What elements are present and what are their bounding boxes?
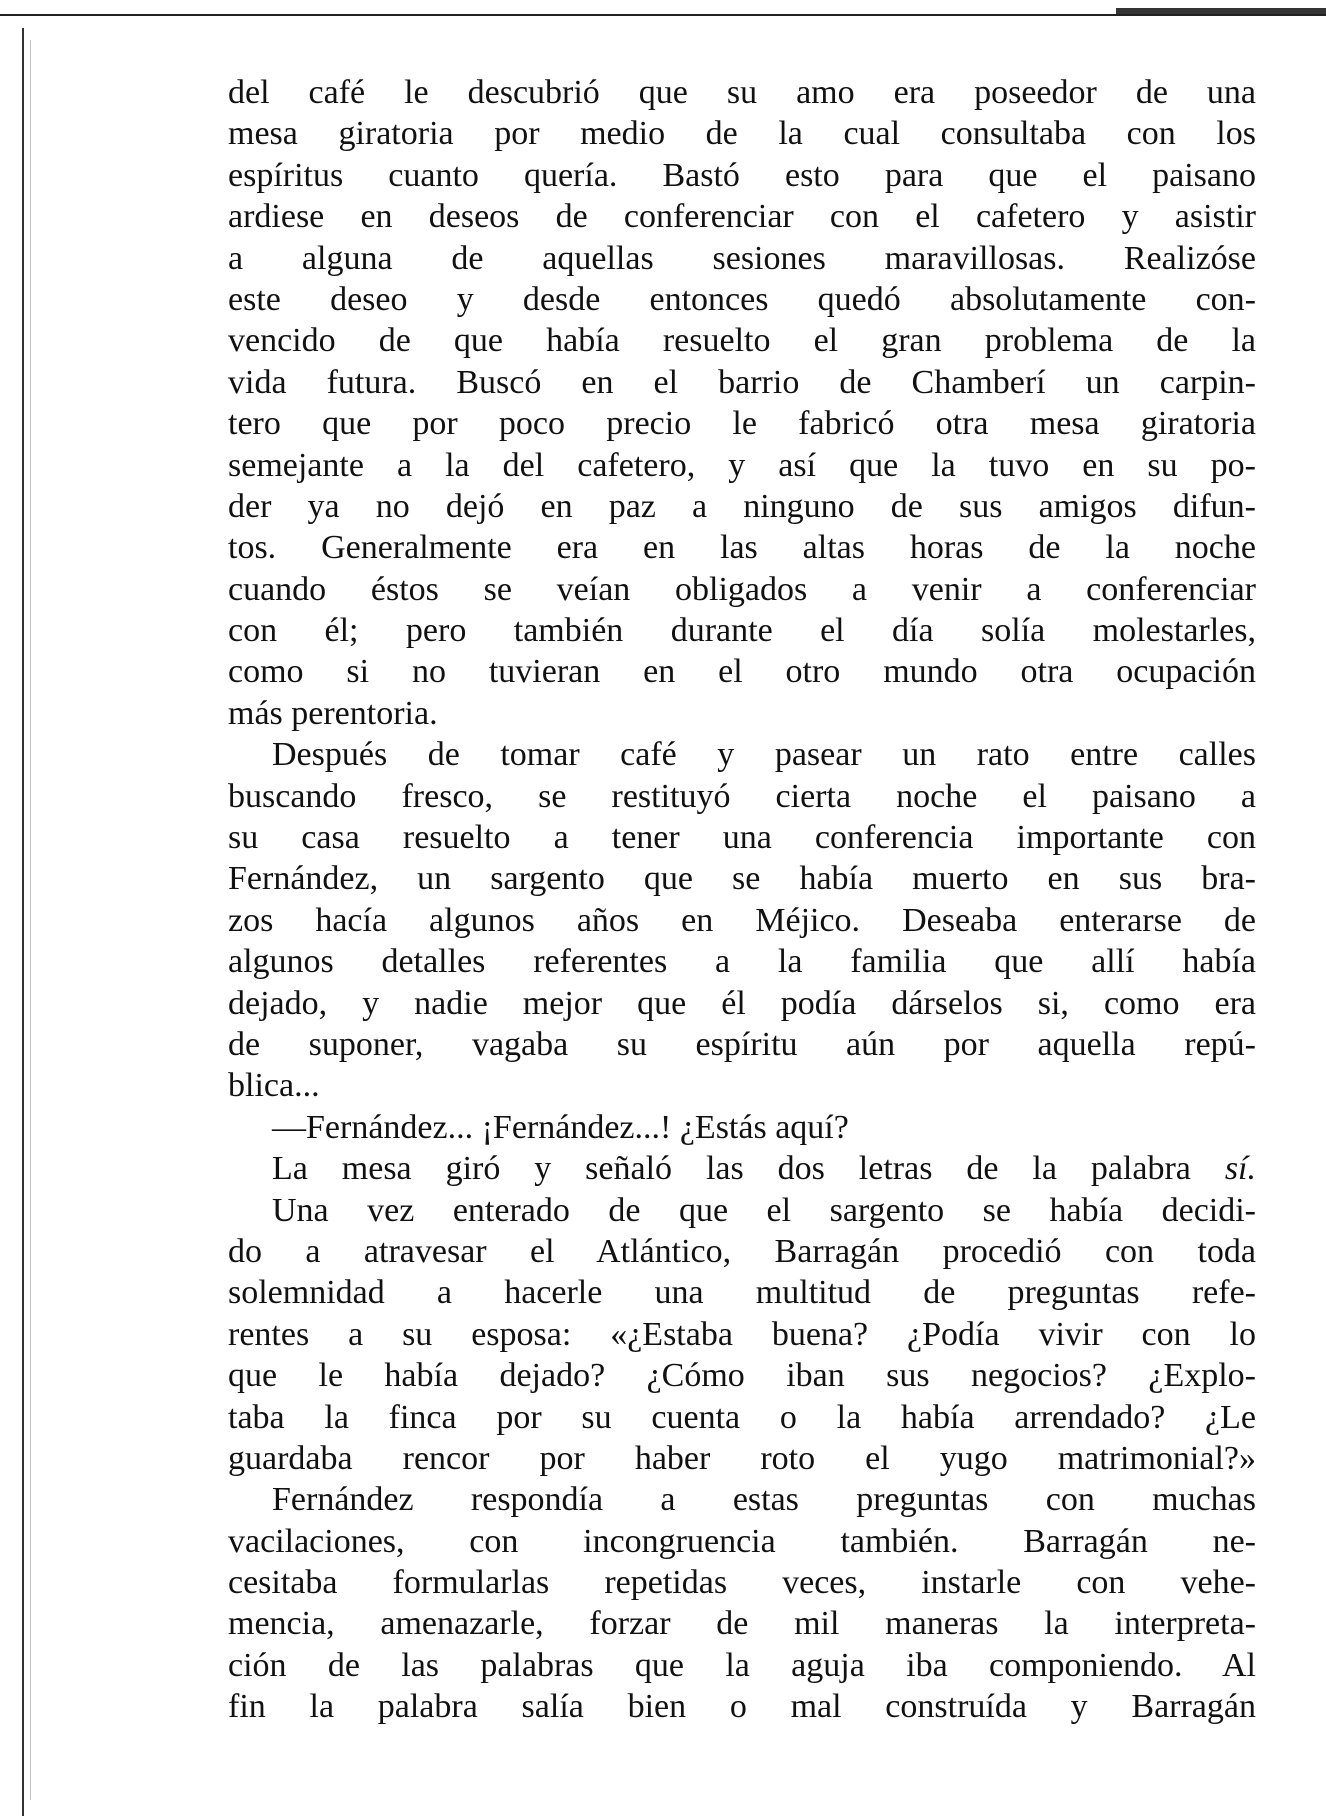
text-line <box>228 734 1256 775</box>
text-line <box>228 527 1256 568</box>
text-line <box>228 817 1256 858</box>
text-line <box>228 1355 1256 1396</box>
text-line-content: dejado, y nadie mejor que él podía dárselos si, como era <box>228 984 1256 1022</box>
text-line-content: de suponer, vagaba su espíritu aún por aquella repú- <box>228 1025 1256 1063</box>
text-line-content: La mesa giró y señaló las dos letras de la palabra <box>272 1150 1225 1188</box>
text-line <box>228 1148 1256 1189</box>
text-line <box>228 1686 1256 1727</box>
text-line-content: con él; pero también durante el día solía molestarles, <box>228 612 1256 650</box>
text-line <box>228 486 1256 527</box>
text-line-content: tos. Generalmente era en las altas horas de la noche <box>228 529 1256 567</box>
text-line-content: blica... <box>228 1067 320 1105</box>
body-text <box>228 72 1256 1728</box>
text-line-content: algunos detalles referentes a la familia que allí había <box>228 943 1256 981</box>
text-line-content: como si no tuvieran en el otro mundo otra ocupación <box>228 653 1256 691</box>
text-line-content: del café le descubrió que su amo era poseedor de una <box>228 74 1256 111</box>
scan-left-edge-shadow <box>30 40 31 1800</box>
text-line <box>228 155 1256 196</box>
text-line <box>228 900 1256 941</box>
text-line <box>228 196 1256 237</box>
text-line-content: semejante a la del cafetero, y así que la tuvo en su po- <box>228 446 1256 484</box>
text-line-content: mencia, amenazarle, forzar de mil maneras la interpreta- <box>228 1605 1256 1643</box>
text-line-content: ción de las palabras que la aguja iba componiendo. Al <box>228 1646 1256 1684</box>
text-line-content: solemnidad a hacerle una multitud de preguntas refe- <box>228 1274 1256 1312</box>
text-line-content: ardiese en deseos de conferenciar con el cafetero y asistir <box>228 198 1256 236</box>
text-line <box>228 1190 1256 1231</box>
text-line <box>228 941 1256 982</box>
text-line <box>228 1397 1256 1438</box>
text-line <box>228 1065 1256 1106</box>
text-line <box>228 362 1256 403</box>
text-line-content: —Fernández... ¡Fernández...! ¿Estás aquí? <box>272 1108 849 1146</box>
text-line-content: a alguna de aquellas sesiones maravillosas. Realizóse <box>228 239 1256 277</box>
text-line <box>228 113 1256 154</box>
text-line <box>228 72 1256 113</box>
text-line <box>228 445 1256 486</box>
text-line-content: rentes a su esposa: «¿Estaba buena? ¿Podía vivir con lo <box>228 1315 1256 1353</box>
text-line-content: buscando fresco, se restituyó cierta noche el paisano a <box>228 777 1256 815</box>
text-line <box>228 776 1256 817</box>
scan-left-edge <box>22 28 24 1816</box>
text-line <box>228 403 1256 444</box>
text-line-content: más perentoria. <box>228 694 438 732</box>
text-line-content: vacilaciones, con incongruencia también. Barragán ne- <box>228 1522 1256 1560</box>
text-line <box>228 1107 1256 1148</box>
text-line <box>228 1438 1256 1479</box>
text-line-content: tero que por poco precio le fabricó otra mesa giratoria <box>228 405 1256 443</box>
text-line <box>228 1479 1256 1520</box>
text-line-content: do a atravesar el Atlántico, Barragán procedió con toda <box>228 1232 1256 1270</box>
text-line-content: fin la palabra salía bien o mal construída y Barragán <box>228 1688 1256 1726</box>
text-line <box>228 238 1256 279</box>
text-line-content: que le había dejado? ¿Cómo iban sus negocios? ¿Explo- <box>228 1357 1256 1395</box>
text-line <box>228 693 1256 734</box>
text-line <box>228 1562 1256 1603</box>
text-line <box>228 983 1256 1024</box>
text-line-content: este deseo y desde entonces quedó absolutamente con- <box>228 280 1256 318</box>
text-line-content: Fernández respondía a estas preguntas con muchas <box>272 1481 1256 1519</box>
text-line <box>228 320 1256 361</box>
text-line-content: cuando éstos se veían obligados a venir a conferenciar <box>228 570 1256 608</box>
text-line-content: vencido de que había resuelto el gran problema de la <box>228 322 1256 360</box>
text-line-content: guardaba rencor por haber roto el yugo matrimonial?» <box>228 1439 1256 1477</box>
text-line <box>228 1645 1256 1686</box>
text-line-content: taba la finca por su cuenta o la había arrendado? ¿Le <box>228 1398 1256 1436</box>
text-line <box>228 651 1256 692</box>
text-line-content: espíritus cuanto quería. Bastó esto para que el paisano <box>228 156 1256 194</box>
text-line <box>228 610 1256 651</box>
text-line-content: der ya no dejó en paz a ninguno de sus amigos difun- <box>228 487 1256 525</box>
text-line-content: cesitaba formularlas repetidas veces, instarle con vehe- <box>228 1564 1256 1602</box>
text-line <box>228 569 1256 610</box>
text-line-content: Fernández, un sargento que se había muerto en sus bra- <box>228 860 1256 898</box>
text-line <box>228 1521 1256 1562</box>
text-line-content: vida futura. Buscó en el barrio de Chamberí un carpin- <box>228 363 1256 401</box>
scan-top-mark <box>1116 8 1326 14</box>
text-line-content: Después de tomar café y pasear un rato entre calles <box>272 736 1256 774</box>
text-line <box>228 1231 1256 1272</box>
text-line-content: zos hacía algunos años en Méjico. Deseaba enterarse de <box>228 901 1256 939</box>
text-line <box>228 1603 1256 1644</box>
text-line-content: su casa resuelto a tener una conferencia importante con <box>228 819 1256 857</box>
text-line <box>228 858 1256 899</box>
text-line <box>228 1272 1256 1313</box>
text-line <box>228 1024 1256 1065</box>
text-line-content: mesa giratoria por medio de la cual consultaba con los <box>228 115 1256 153</box>
text-line-content: Una vez enterado de que el sargento se había decidi- <box>272 1191 1256 1229</box>
italic-word: sí. <box>1224 1150 1256 1188</box>
text-line <box>228 279 1256 320</box>
scan-top-rule <box>0 14 1326 16</box>
text-line <box>228 1314 1256 1355</box>
